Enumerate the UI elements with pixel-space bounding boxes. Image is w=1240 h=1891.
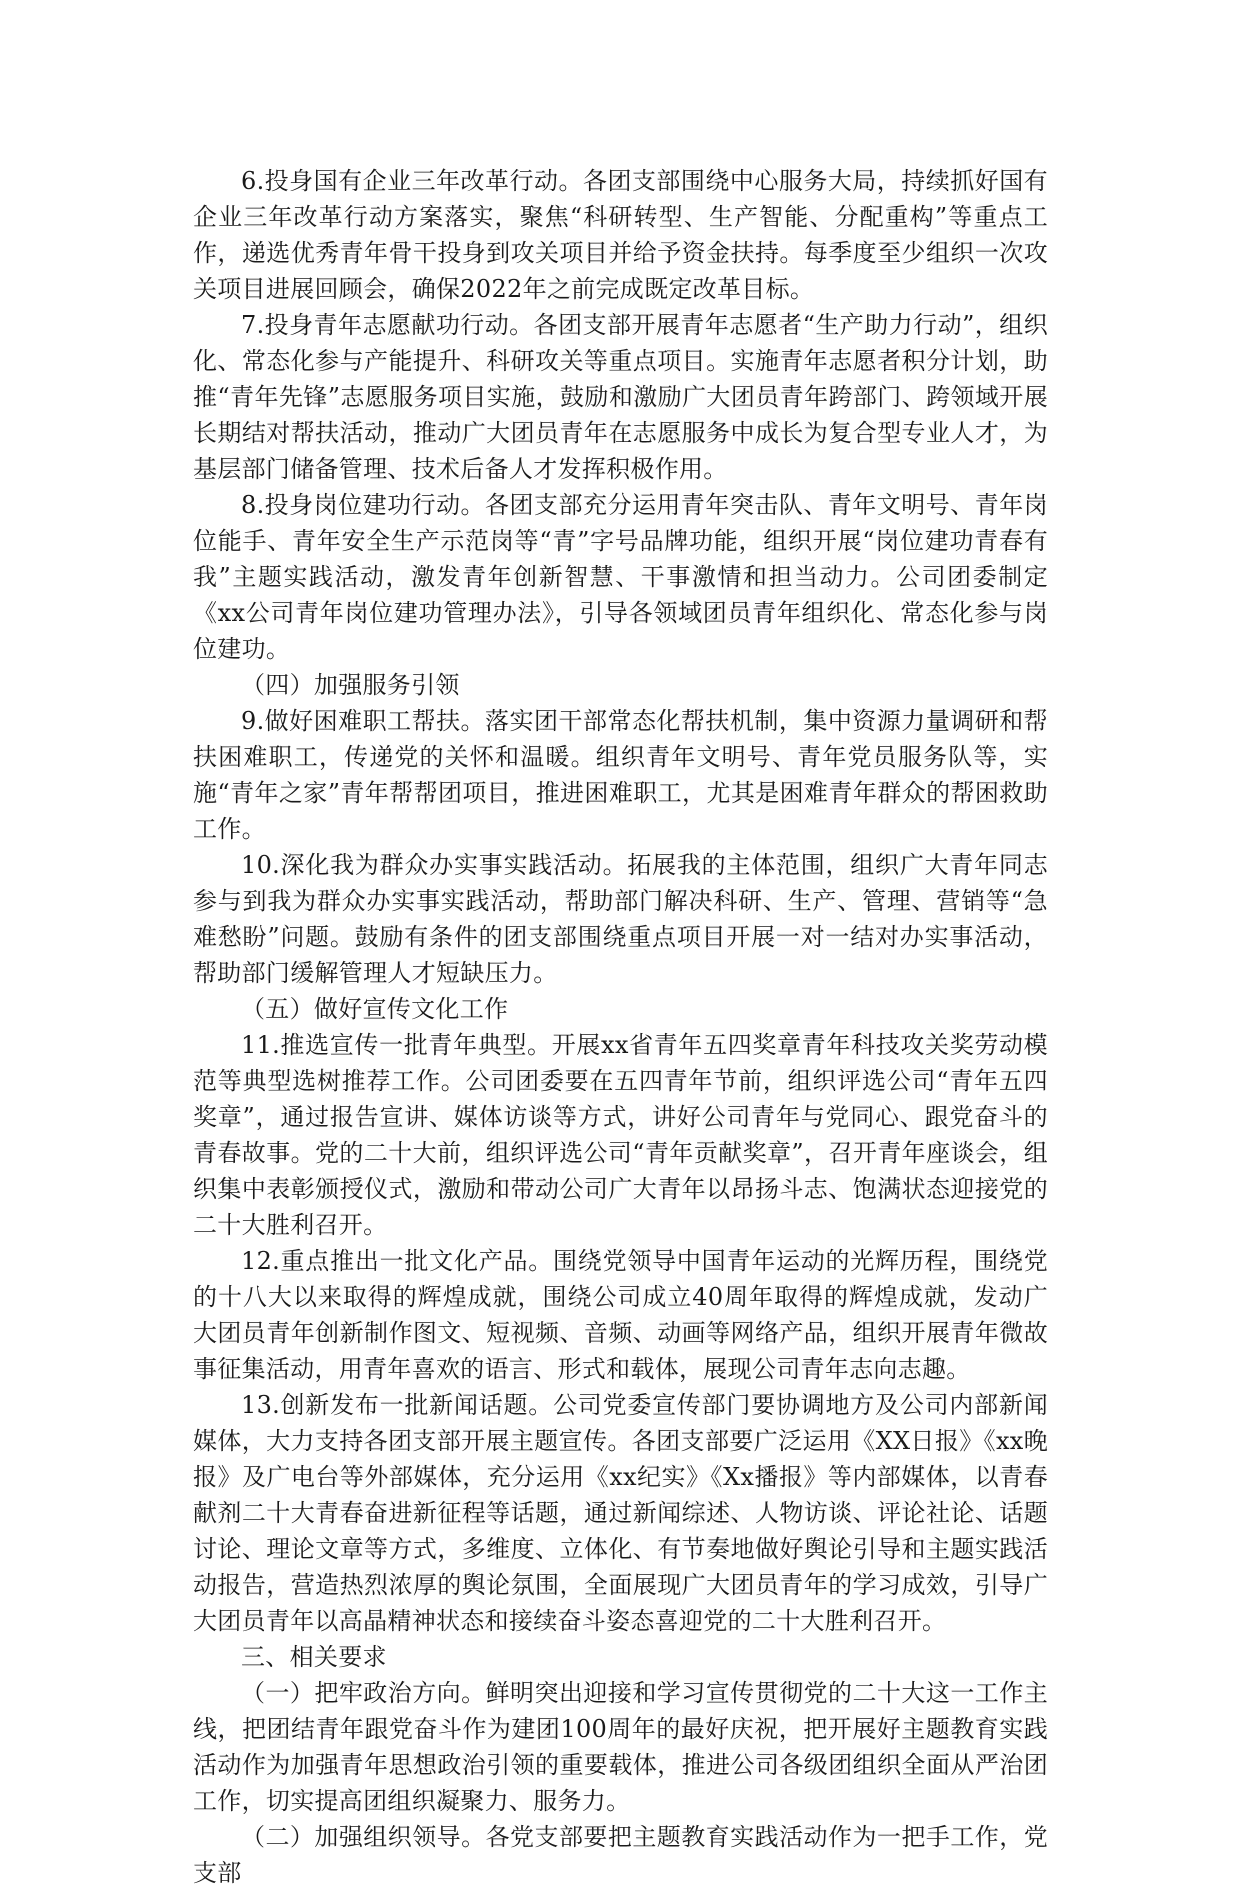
paragraph-11: 11.推选宣传一批青年典型。开展xx省青年五四奖章青年科技攻关奖劳动模范等典型选树推荐工作。公司团委要在五四青年节前，组织评选公司“青年五四奖章”，通过报告宣讲、媒体访谈等方式，讲好公司青年与党同心、跟党奋斗的青春故事。党的二十大前，组织评选公司“青年贡献奖章”，召开青年座谈会，组织集中表彰颁授仪式，激励和带动公司广大青年以昂扬斗志、饱满状态迎接党的二十大胜利召开。 bbox=[193, 1031, 1048, 1239]
paragraph-7: 7.投身青年志愿献功行动。各团支部开展青年志愿者“生产助力行动”，组织化、常态化参与产能提升、科研攻关等重点项目。实施青年志愿者积分计划，助推“青年先锋”志愿服务项目实施，鼓励和激励广大团员青年跨部门、跨领域开展长期结对帮扶活动，推动广大团员青年在志愿服务中成长为复合型专业人才，为基层部门储备管理、技术后备人才发挥积极作用。 bbox=[193, 311, 1048, 483]
requirement-2: （二）加强组织领导。各党支部要把主题教育实践活动作为一把手工作，党支部 bbox=[193, 1823, 1048, 1887]
section-heading-5: （五）做好宣传文化工作 bbox=[241, 995, 509, 1023]
paragraph-8: 8.投身岗位建功行动。各团支部充分运用青年突击队、青年文明号、青年岗位能手、青年安全生产示范岗等“青”字号品牌功能，组织开展“岗位建功青春有我”主题实践活动，激发青年创新智慧、干事激情和担当动力。公司团委制定《xx公司青年岗位建功管理办法》，引导各领域团员青年组织化、常态化参与岗位建功。 bbox=[193, 491, 1048, 663]
paragraph-12: 12.重点推出一批文化产品。围绕党领导中国青年运动的光辉历程，围绕党的十八大以来取得的辉煌成就，围绕公司成立40周年取得的辉煌成就，发动广大团员青年创新制作图文、短视频、音频、动画等网络产品，组织开展青年微故事征集活动，用青年喜欢的语言、形式和载体，展现公司青年志向志趣。 bbox=[193, 1247, 1048, 1383]
paragraph-9: 9.做好困难职工帮扶。落实团干部常态化帮扶机制，集中资源力量调研和帮扶困难职工，传递党的关怀和温暖。组织青年文明号、青年党员服务队等，实施“青年之家”青年帮帮团项目，推进困难职工，尤其是困难青年群众的帮困救助工作。 bbox=[193, 707, 1048, 843]
paragraph-10: 10.深化我为群众办实事实践活动。拓展我的主体范围，组织广大青年同志参与到我为群众办实事实践活动，帮助部门解决科研、生产、管理、营销等“急难愁盼”问题。鼓励有条件的团支部围绕重点项目开展一对一结对办实事活动，帮助部门缓解管理人才短缺压力。 bbox=[193, 851, 1048, 987]
section-heading-requirements: 三、相关要求 bbox=[241, 1643, 387, 1671]
paragraph-6: 6.投身国有企业三年改革行动。各团支部围绕中心服务大局，持续抓好国有企业三年改革行动方案落实，聚焦“科研转型、生产智能、分配重构”等重点工作，递选优秀青年骨干投身到攻关项目并给予资金扶持。每季度至少组织一次攻关项目进展回顾会，确保2022年之前完成既定改革目标。 bbox=[193, 167, 1048, 303]
document-body bbox=[193, 163, 1048, 1891]
requirement-1: （一）把牢政治方向。鲜明突出迎接和学习宣传贯彻党的二十大这一工作主线，把团结青年跟党奋斗作为建团100周年的最好庆祝，把开展好主题教育实践活动作为加强青年思想政治引领的重要载体，推进公司各级团组织全面从严治团工作，切实提高团组织凝聚力、服务力。 bbox=[193, 1679, 1048, 1815]
section-heading-4: （四）加强服务引领 bbox=[241, 671, 460, 699]
paragraph-13: 13.创新发布一批新闻话题。公司党委宣传部门要协调地方及公司内部新闻媒体，大力支持各团支部开展主题宣传。各团支部要广泛运用《XX日报》《xx晚报》及广电台等外部媒体，充分运用《xx纪实》《Xx播报》等内部媒体，以青春献剂二十大青春奋进新征程等话题，通过新闻综述、人物访谈、评论社论、话题讨论、理论文章等方式，多维度、立体化、有节奏地做好舆论引导和主题实践活动报告，营造热烈浓厚的舆论氛围，全面展现广大团员青年的学习成效，引导广大团员青年以高晶精神状态和接续奋斗姿态喜迎党的二十大胜利召开。 bbox=[193, 1391, 1048, 1635]
